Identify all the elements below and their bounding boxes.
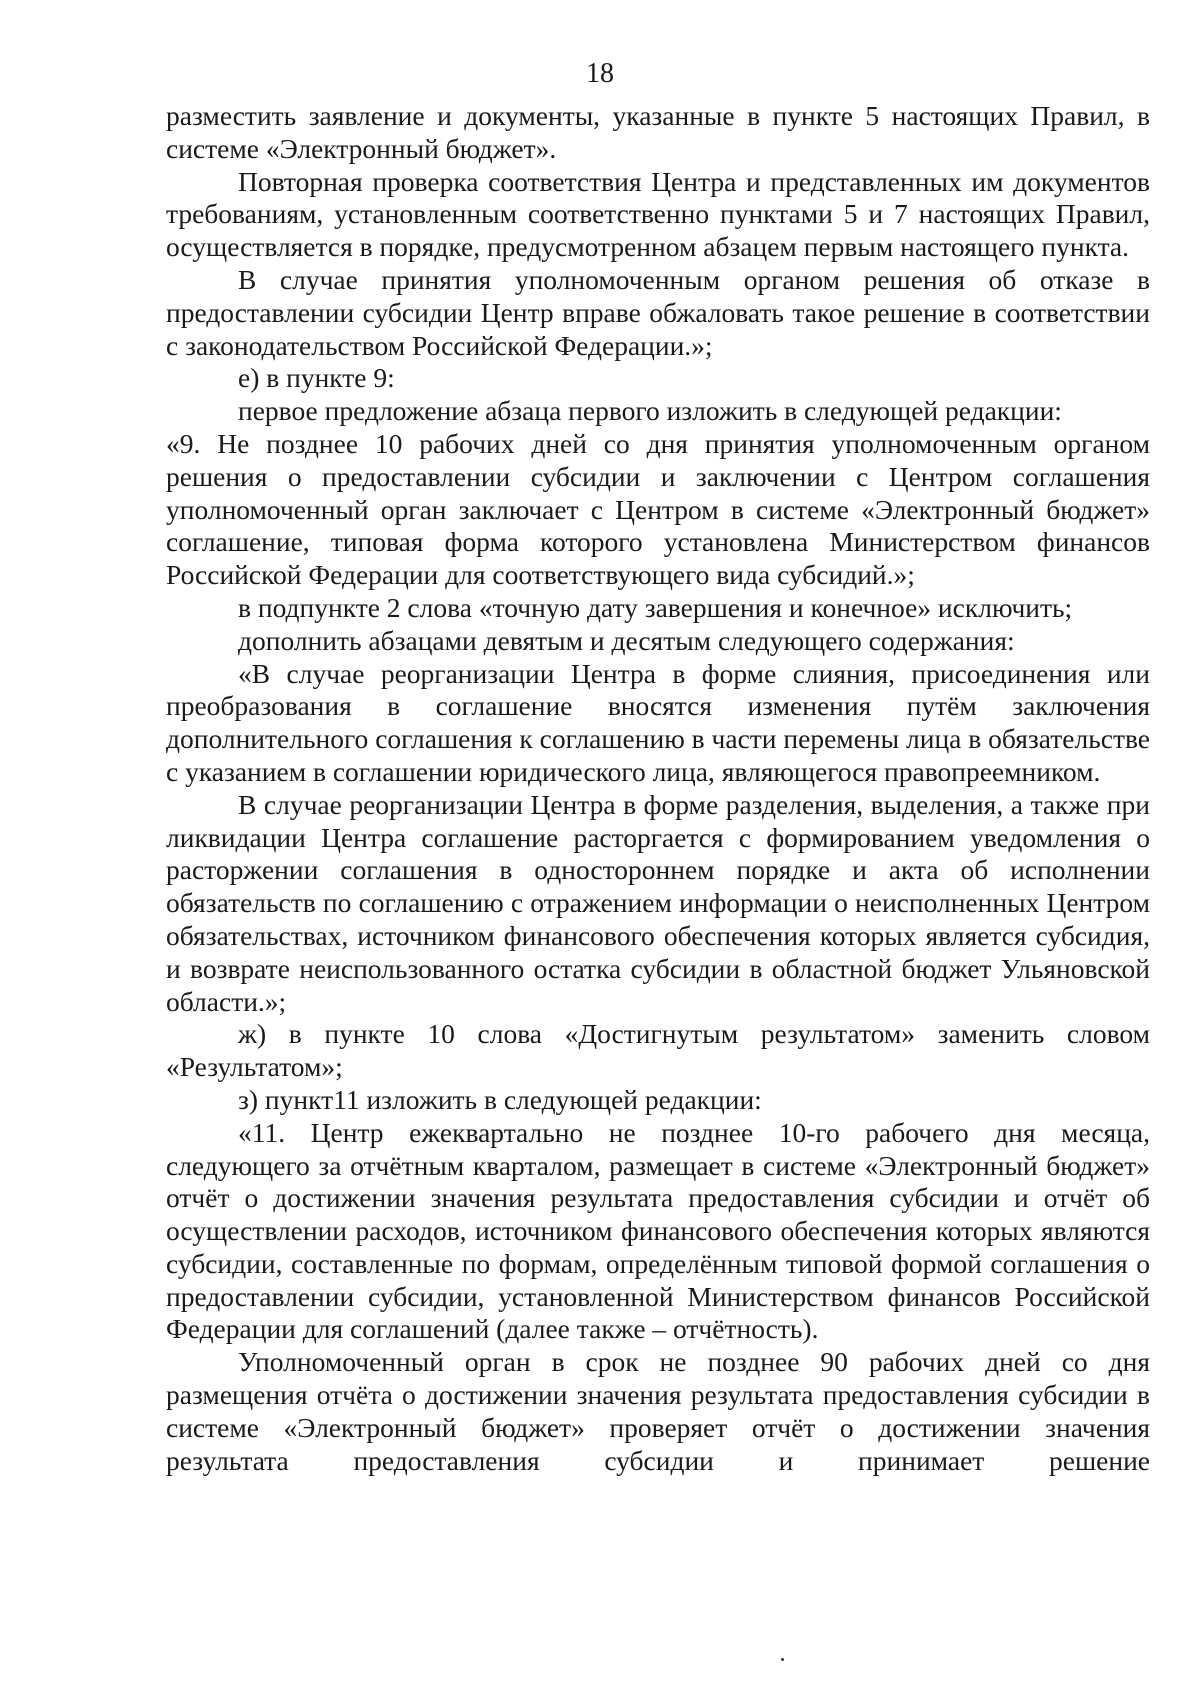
paragraph-authorized-body: Уполномоченный орган в срок не позднее 90 рабочих дней со дня размещения отчёта о достижении значения результата предоставления субсидии в системе «Электронный бюджет» проверяет отчёт о достижении значения результата предоставления субсидии и принимает решение — [166, 1346, 1150, 1476]
paragraph-item-zh: ж) в пункте 10 слова «Достигнутым результатом» заменить словом «Результатом»; — [166, 1018, 1150, 1083]
page-number: 18 — [586, 58, 614, 89]
paragraph-continuation: разместить заявление и документы, указанные в пункте 5 настоящих Правил, в системе «Электронный бюджет». — [166, 100, 1150, 164]
paragraph-recheck: Повторная проверка соответствия Центра и представленных им документов требованиям, установленным соответственно пунктами 5 и 7 настоящих Правил, осуществляется в порядке, предусмотренном абзацем первым настоящего пункта. — [166, 165, 1150, 263]
scan-speck — [781, 1658, 784, 1661]
paragraph-point-11: «11. Центр ежеквартально не позднее 10-го рабочего дня месяца, следующего за отчётным кварталом, размещает в системе «Электронный бюджет» отчёт о достижении значения результата предоставления субсидии и отчёт об осуществлении расходов, источником финансового обеспечения которых являются субсидии, составленные по формам, определённым типовой формой соглашения о предоставлении субсидии, установленной Министерством финансов Российской Федерации для соглашений (далее также – отчётность). — [166, 1116, 1150, 1345]
paragraph-item-z: з) пункт11 изложить в следующей редакции: — [238, 1083, 762, 1115]
document-body — [166, 100, 1150, 1477]
paragraph-subpoint-2: в подпункте 2 слова «точную дату завершения и конечное» исключить; — [238, 591, 1073, 623]
paragraph-first-sentence: первое предложение абзаца первого изложить в следующей редакции: — [238, 395, 1062, 427]
paragraph-add-ninth-tenth: дополнить абзацами девятым и десятым следующего содержания: — [238, 624, 1015, 656]
paragraph-reorganization-merge: «В случае реорганизации Центра в форме слияния, присоединения или преобразования в соглашение вносятся изменения путём заключения дополнительного соглашения к соглашению в части перемены лица в обязательстве с указанием в соглашении юридического лица, являющегося правопреемником. — [166, 657, 1150, 787]
paragraph-point-9: «9. Не позднее 10 рабочих дней со дня принятия уполномоченным органом решения о предоставлении субсидии и заключении с Центром соглашения уполномоченный орган заключает с Центром в системе «Электронный бюджет» соглашение, типовая форма которого установлена Министерством финансов Российской Федерации для соответствующего вида субсидий.»; — [166, 427, 1150, 591]
paragraph-refusal-appeal: В случае принятия уполномоченным органом решения об отказе в предоставлении субсидии Центр вправе обжаловать такое решение в соответствии с законодательством Российской Федерации.»; — [166, 263, 1150, 361]
paragraph-item-e: е) в пункте 9: — [238, 362, 395, 394]
paragraph-reorganization-division: В случае реорганизации Центра в форме разделения, выделения, а также при ликвидации Центра соглашение расторгается с формированием уведомления о расторжении соглашения в одностороннем порядке и акта об исполнении обязательств по соглашению с отражением информации о неисполненных Центром обязательствах, источником финансового обеспечения которых является субсидия, и возврате неиспользованного остатка субсидии в областной бюджет Ульяновской области.»; — [166, 788, 1150, 1017]
